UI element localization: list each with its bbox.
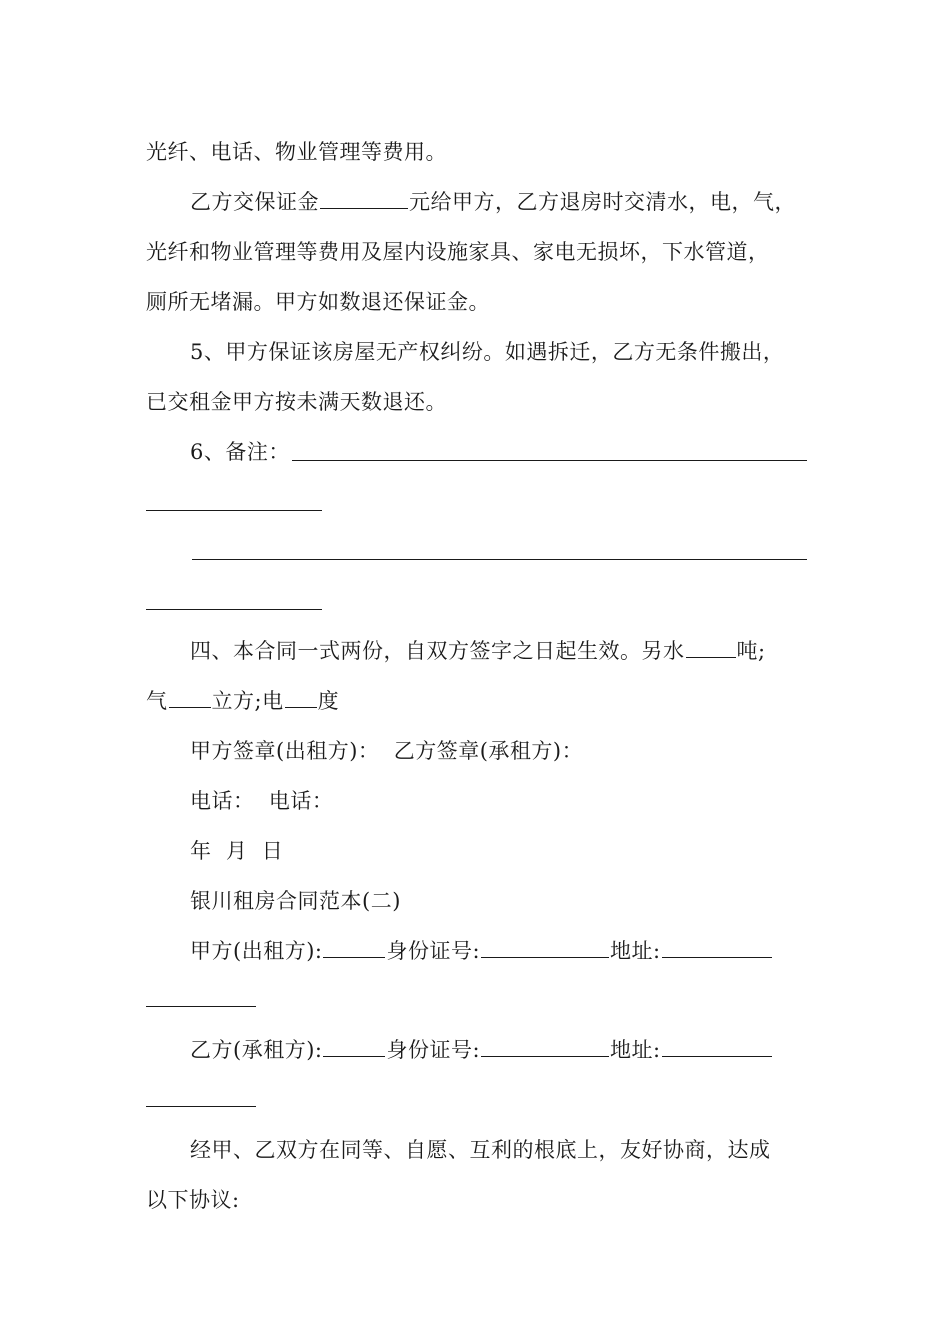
party-b-id-blank[interactable]: [481, 1055, 609, 1057]
remarks-blank-2[interactable]: [146, 510, 322, 511]
electricity-amount-blank[interactable]: [285, 706, 317, 708]
party-b-name-blank[interactable]: [323, 1055, 385, 1057]
agreement-intro-line: 经甲、乙双方在同等、自愿、互利的根底上，友好协商，达成: [190, 1138, 771, 1162]
party-a-address-blank-cont[interactable]: [146, 1006, 256, 1007]
utility-amount-line: 气 立方;电 度: [146, 689, 340, 713]
clause-4-line: 四、本合同一式两份，自双方签字之日起生效。另水 吨;: [190, 639, 766, 663]
deposit-amount-blank[interactable]: [320, 207, 408, 209]
signature-line: 甲方签章(出租方)： 乙方签章(承租方)：: [190, 739, 584, 763]
clause-5-line: 5、甲方保证该房屋无产权纠纷。如遇拆迁，乙方无条件搬出，: [190, 340, 785, 364]
party-a-address-blank[interactable]: [662, 956, 772, 958]
remarks-label: 6、备注：: [190, 440, 290, 464]
party-a-name-blank[interactable]: [323, 956, 385, 958]
remarks-blank-1[interactable]: [292, 460, 807, 461]
gas-amount-blank[interactable]: [169, 706, 211, 708]
party-b-line: 乙方(承租方): 身份证号: 地址:: [190, 1035, 808, 1065]
remarks-blank-4[interactable]: [146, 609, 322, 610]
paragraph-line: 厕所无堵漏。甲方如数退还保证金。: [146, 290, 490, 314]
date-line: 年 月 日: [190, 839, 284, 863]
party-b-address-blank-cont[interactable]: [146, 1106, 256, 1107]
paragraph-line: 已交租金甲方按未满天数退还。: [146, 390, 447, 414]
remarks-blank-3[interactable]: [192, 559, 807, 560]
paragraph-line: 光纤、电话、物业管理等费用。: [146, 140, 447, 164]
paragraph-line: 以下协议:: [146, 1188, 240, 1212]
party-b-address-blank[interactable]: [662, 1055, 772, 1057]
phone-line: 电话： 电话：: [190, 789, 334, 813]
party-a-id-blank[interactable]: [481, 956, 609, 958]
section-title: 银川租房合同范本(二): [190, 889, 401, 913]
party-a-line: 甲方(出租方): 身份证号: 地址:: [190, 936, 808, 966]
deposit-line: 乙方交保证金 元给甲方，乙方退房时交清水，电，气，: [190, 190, 796, 214]
paragraph-line: 光纤和物业管理等费用及屋内设施家具、家电无损坏，下水管道，: [146, 240, 770, 264]
water-amount-blank[interactable]: [686, 656, 736, 658]
